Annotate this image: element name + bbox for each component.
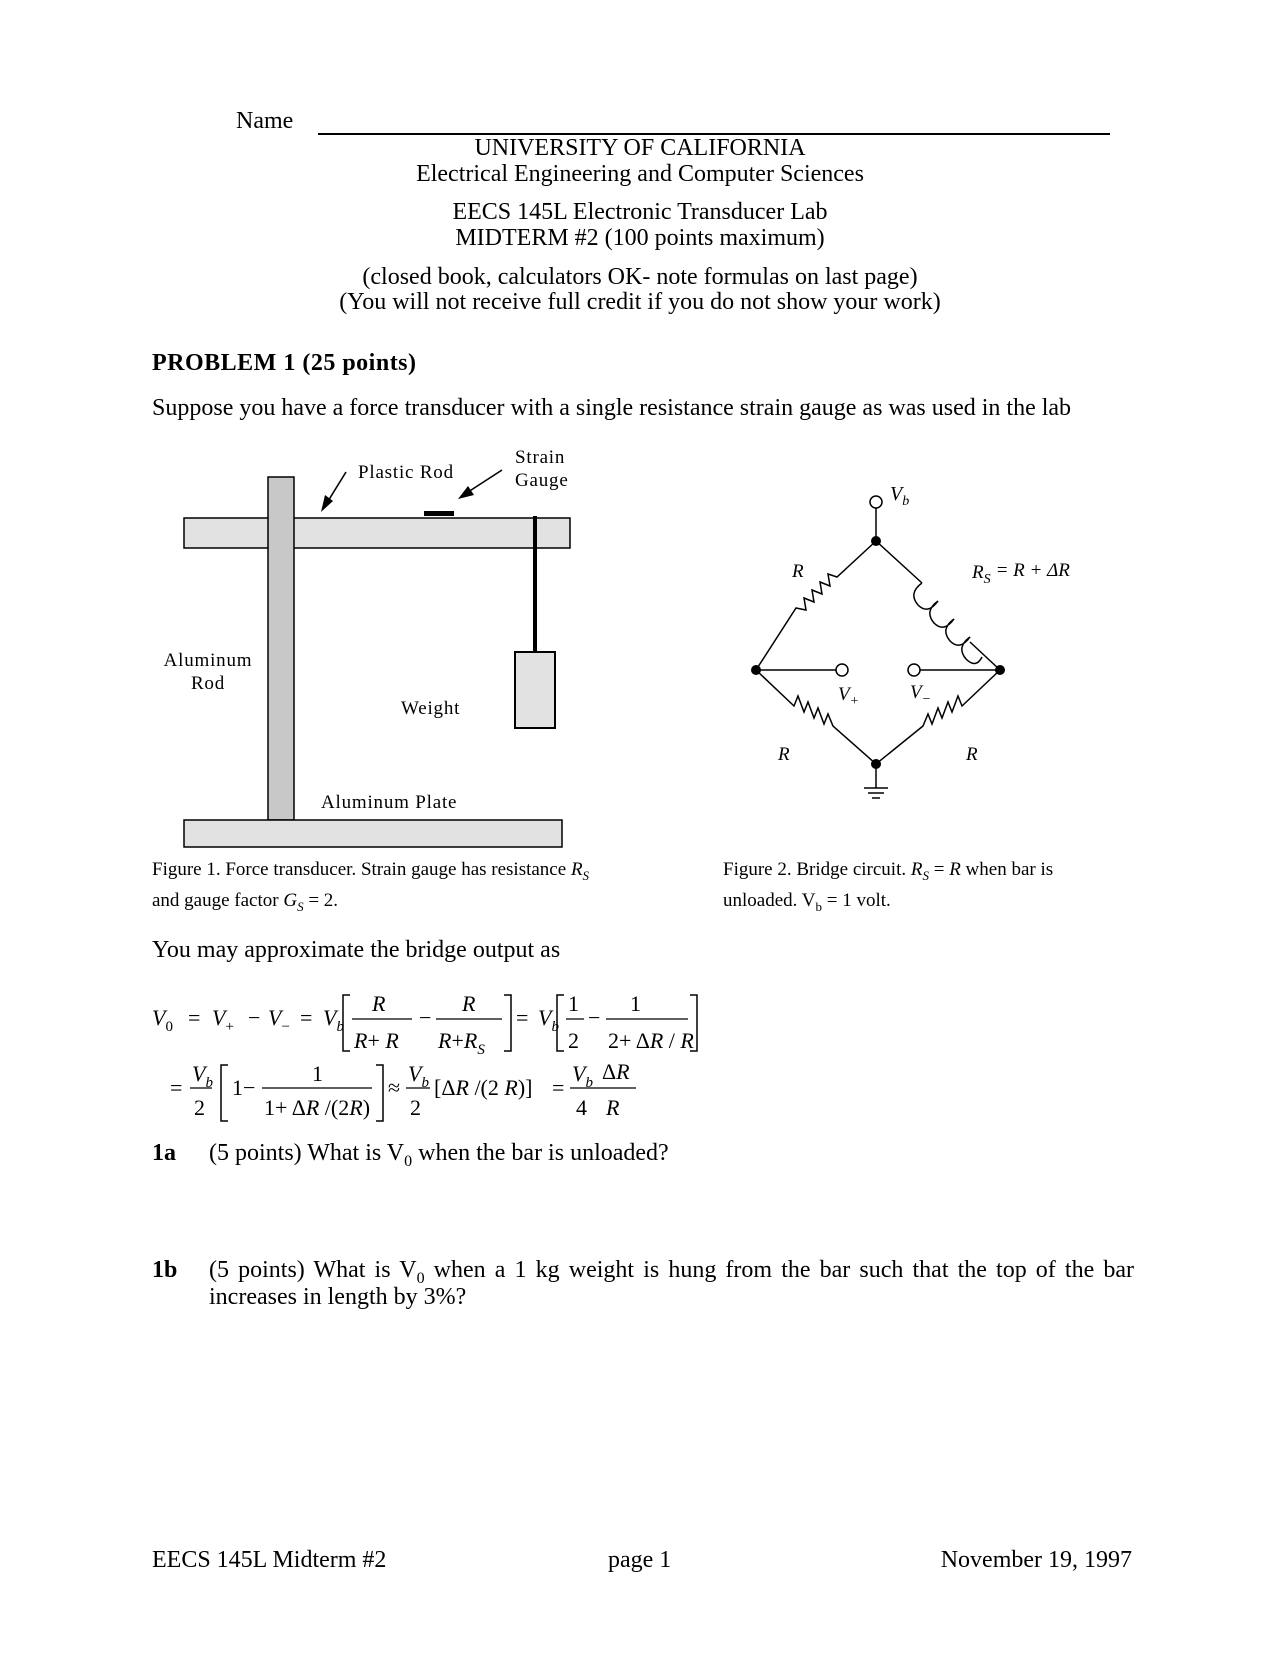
svg-text:R: R xyxy=(462,991,476,1016)
label-rod: Rod xyxy=(190,673,226,694)
svg-text:2: 2 xyxy=(194,1095,205,1120)
svg-text:2: 2 xyxy=(568,1028,579,1053)
label-vminus: $V_-$ xyxy=(910,682,932,707)
svg-text:≈: ≈ xyxy=(388,1075,401,1100)
label-gauge: Gauge xyxy=(515,470,569,491)
name-label: Name xyxy=(236,108,294,134)
question-1b-text-line-2: increases in length by 3%? xyxy=(209,1284,467,1310)
resistor-r-bottom-right xyxy=(876,670,1000,764)
instructions-line-1: (closed book, calculators OK- note formulas on last page) xyxy=(362,264,918,290)
label-r-bottom-left: R xyxy=(778,744,790,765)
figure-2-caption: Figure 2. Bridge circuit. $R_S = R$ when bar is unloaded. $V_b = 1$ volt. xyxy=(723,859,1054,914)
svg-text:1−: 1− xyxy=(232,1075,256,1100)
svg-text:1: 1 xyxy=(630,991,641,1016)
strain-gauge xyxy=(424,511,454,516)
svg-text:V0: $V_0$ xyxy=(152,1005,173,1035)
label-aluminum-plate: Aluminum Plate xyxy=(321,792,458,813)
aluminum-plate xyxy=(184,820,562,847)
bridge-equation xyxy=(140,975,780,1140)
vb-terminal xyxy=(870,496,882,508)
approx-text: You may approximate the bridge output as xyxy=(152,937,561,963)
svg-text:−: − xyxy=(419,1005,432,1030)
figure-1-force-transducer xyxy=(0,0,640,870)
svg-text:1: 1 xyxy=(312,1061,323,1086)
svg-text:V−: $V_-$ xyxy=(268,1005,290,1035)
svg-text:Vb: $V_b$ xyxy=(572,1061,593,1091)
svg-text:=: = xyxy=(170,1075,183,1100)
label-vplus: $V_+$ xyxy=(838,684,860,709)
svg-text:R+RS: $R+R_S$ xyxy=(438,1028,485,1058)
label-rs: $R_S = R + \Delta R$ xyxy=(972,560,1070,587)
figure-2-bridge-circuit xyxy=(700,470,1120,850)
label-strain: Strain xyxy=(515,447,566,468)
svg-text:R+ R: R+ R xyxy=(354,1028,399,1053)
resistor-r-bottom-left xyxy=(756,670,876,764)
label-r-bottom-right: R xyxy=(966,744,978,765)
question-1a-text: (5 points) What is $V_0$ when the bar is unloaded? xyxy=(209,1140,669,1170)
svg-text:R: R xyxy=(606,1095,620,1120)
label-plastic-rod: Plastic Rod xyxy=(358,462,454,483)
svg-text:=: = xyxy=(516,1005,529,1030)
course-title: EECS 145L Electronic Transducer Lab xyxy=(452,199,828,225)
svg-text:=: = xyxy=(188,1005,201,1030)
svg-text:1: 1 xyxy=(568,991,579,1016)
department-title: Electrical Engineering and Computer Sciences xyxy=(416,161,864,187)
question-1a-label: 1a xyxy=(152,1140,176,1166)
figure-1-caption: Figure 1. Force transducer. Strain gauge has resistance $R_S$ and gauge factor $G_S = 2$. xyxy=(152,859,590,914)
aluminum-rod xyxy=(268,477,294,820)
footer-date: November 19, 1997 xyxy=(940,1547,1132,1573)
svg-text:2+ ΔR / R: 2+ ΔR / R xyxy=(608,1028,694,1053)
svg-text:=: = xyxy=(300,1005,313,1030)
exam-title: MIDTERM #2 (100 points maximum) xyxy=(455,225,825,251)
question-1b-text-line-1: (5 points) What is $V_0$ when a 1 kg weight is hung from the bar such that the top of the bar xyxy=(209,1257,1134,1287)
label-r-top-left: R xyxy=(792,561,804,582)
svg-text:Vb: $V_b$ xyxy=(323,1005,344,1035)
strain-gauge-rs xyxy=(914,583,982,664)
problem-1-intro: Suppose you have a force transducer with a single resistance strain gauge as was used in the lab xyxy=(152,395,1072,421)
vminus-terminal xyxy=(908,664,920,676)
strain-gauge-arrowhead xyxy=(458,486,474,499)
instructions-line-2: (You will not receive full credit if you do not show your work) xyxy=(339,289,941,315)
svg-text:Vb: $V_b$ xyxy=(192,1061,213,1091)
svg-text:Vb: $V_b$ xyxy=(408,1061,429,1091)
svg-text:2: 2 xyxy=(410,1095,421,1120)
svg-text:ΔR: ΔR xyxy=(602,1059,630,1084)
resistor-r-top-left xyxy=(756,541,876,670)
plastic-rod-bar xyxy=(184,518,570,548)
footer-page-number: page 1 xyxy=(608,1547,672,1573)
svg-text:=: = xyxy=(552,1075,565,1100)
university-title: UNIVERSITY OF CALIFORNIA xyxy=(474,135,806,161)
plastic-rod-arrowhead xyxy=(321,495,333,512)
weight-block xyxy=(515,652,555,728)
svg-text:V+: $V_+$ xyxy=(212,1005,234,1035)
label-vb: $V_b$ xyxy=(890,483,910,509)
svg-text:−: − xyxy=(588,1005,601,1030)
svg-text:Vb: $V_b$ xyxy=(538,1005,559,1035)
label-aluminum: Aluminum xyxy=(163,650,253,671)
footer-course: EECS 145L Midterm #2 xyxy=(152,1547,387,1573)
svg-text:[ΔR /(2 R)]: [ΔR /(2 R)] xyxy=(434,1075,533,1100)
svg-text:1+ ΔR /(2R): 1+ ΔR /(2R) xyxy=(264,1095,371,1120)
question-1b-label: 1b xyxy=(152,1257,178,1283)
ground-icon xyxy=(864,788,888,798)
svg-text:−: − xyxy=(248,1005,261,1030)
svg-text:R: R xyxy=(372,991,386,1016)
svg-text:4: 4 xyxy=(576,1095,587,1120)
vplus-terminal xyxy=(836,664,848,676)
label-weight: Weight xyxy=(401,698,461,719)
problem-1-title: PROBLEM 1 (25 points) xyxy=(152,350,417,376)
